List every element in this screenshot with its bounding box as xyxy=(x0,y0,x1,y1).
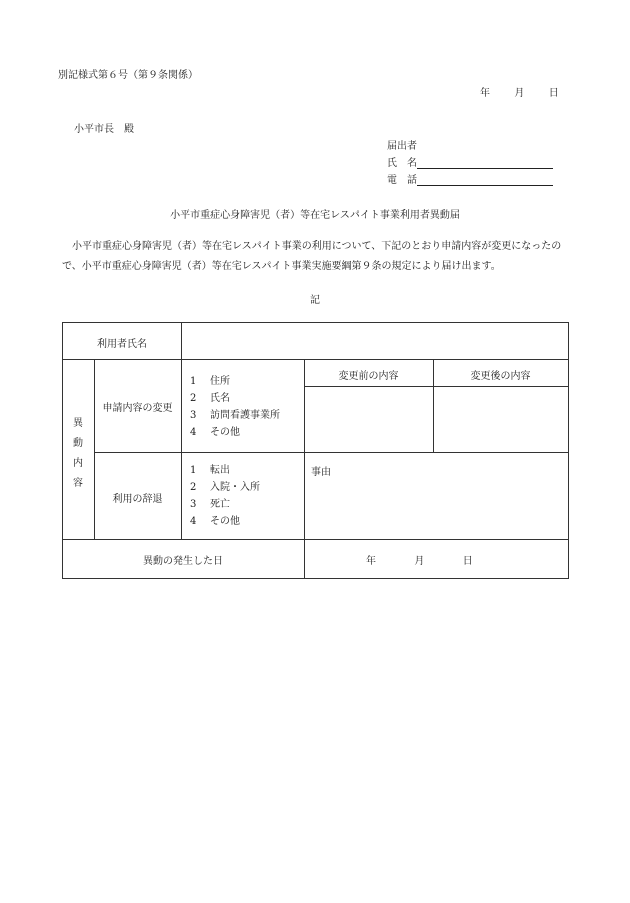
table-rule xyxy=(62,539,568,540)
option-other[interactable] xyxy=(190,424,280,441)
option-text: 氏名 xyxy=(210,393,230,404)
table-rule xyxy=(94,452,568,453)
option-text: 転出 xyxy=(210,465,230,476)
date-year-label: 年 xyxy=(480,88,490,99)
option-move-out[interactable] xyxy=(190,462,260,479)
change-section-char: 内 xyxy=(73,458,83,469)
addressee: 小平市長 殿 xyxy=(74,124,134,135)
option-number: 2 xyxy=(190,482,197,493)
option-text: その他 xyxy=(210,427,240,438)
before-change-header: 変更前の内容 xyxy=(338,371,399,382)
option-number: 1 xyxy=(190,376,197,387)
occurrence-date-field[interactable] xyxy=(366,552,473,567)
withdrawal-label: 利用の辞退 xyxy=(112,494,163,505)
table-rule xyxy=(181,322,182,540)
option-address[interactable] xyxy=(190,373,280,390)
submitter-label: 届出者 xyxy=(387,141,417,152)
submitter-phone-field[interactable] xyxy=(417,175,553,186)
option-number: 4 xyxy=(190,427,197,438)
option-number: 3 xyxy=(190,499,197,510)
submitter-name-row xyxy=(387,154,553,169)
form-number: 別記様式第６号（第９条関係） xyxy=(58,70,198,81)
after-change-field[interactable] xyxy=(437,390,563,448)
occurrence-day-label: 日 xyxy=(462,556,473,567)
option-death[interactable] xyxy=(190,496,260,513)
change-report-table xyxy=(62,322,569,579)
change-section-label xyxy=(71,414,85,494)
option-nursing-provider[interactable] xyxy=(190,407,280,424)
application-change-options xyxy=(190,373,280,441)
table-rule xyxy=(62,359,568,360)
occurrence-date-label: 異動の発生した日 xyxy=(143,556,223,567)
option-text: 住所 xyxy=(210,376,230,387)
table-rule xyxy=(304,359,305,578)
withdrawal-options xyxy=(190,462,260,530)
change-section-char: 異 xyxy=(73,418,83,429)
option-number: 4 xyxy=(190,516,197,527)
submitter-phone-label: 電 話 xyxy=(387,175,417,186)
option-number: 3 xyxy=(190,410,197,421)
submitter-name-label: 氏 名 xyxy=(387,158,417,169)
date-header xyxy=(480,84,559,99)
change-section-char: 容 xyxy=(73,478,83,489)
option-name[interactable] xyxy=(190,390,280,407)
date-month-label: 月 xyxy=(514,88,525,99)
user-name-field[interactable] xyxy=(185,330,560,354)
submitter-name-field[interactable] xyxy=(417,158,553,169)
application-change-label: 申請内容の変更 xyxy=(102,403,173,414)
user-name-label: 利用者氏名 xyxy=(97,339,147,350)
change-section-char: 動 xyxy=(73,438,83,449)
option-text: 死亡 xyxy=(210,499,230,510)
table-rule xyxy=(94,359,95,539)
option-hospitalization[interactable] xyxy=(190,479,260,496)
occurrence-year-label: 年 xyxy=(366,556,376,567)
date-day-label: 日 xyxy=(548,88,559,99)
option-number: 1 xyxy=(190,465,197,476)
before-change-field[interactable] xyxy=(308,390,429,448)
table-rule xyxy=(304,386,568,387)
submitter-phone-row xyxy=(387,171,553,186)
option-number: 2 xyxy=(190,393,197,404)
occurrence-month-label: 月 xyxy=(414,556,425,567)
option-text: その他 xyxy=(210,516,240,527)
option-text: 訪問看護事業所 xyxy=(210,410,280,421)
reason-label: 事由 xyxy=(311,467,331,478)
ki-heading: 記 xyxy=(310,295,320,306)
form-title: 小平市重症心身障害児（者）等在宅レスパイト事業利用者異動届 xyxy=(170,210,460,221)
option-other[interactable] xyxy=(190,513,260,530)
after-change-header: 変更後の内容 xyxy=(470,371,531,382)
option-text: 入院・入所 xyxy=(210,482,260,493)
reason-field[interactable] xyxy=(308,478,563,534)
body-text: 小平市重症心身障害児（者）等在宅レスパイト事業の利用について、下記のとおり申請内容が変更になったので、小平市重症心身障害児（者）等在宅レスパイト事業実施要綱第９条の規定により届け出ます。 xyxy=(62,241,562,272)
